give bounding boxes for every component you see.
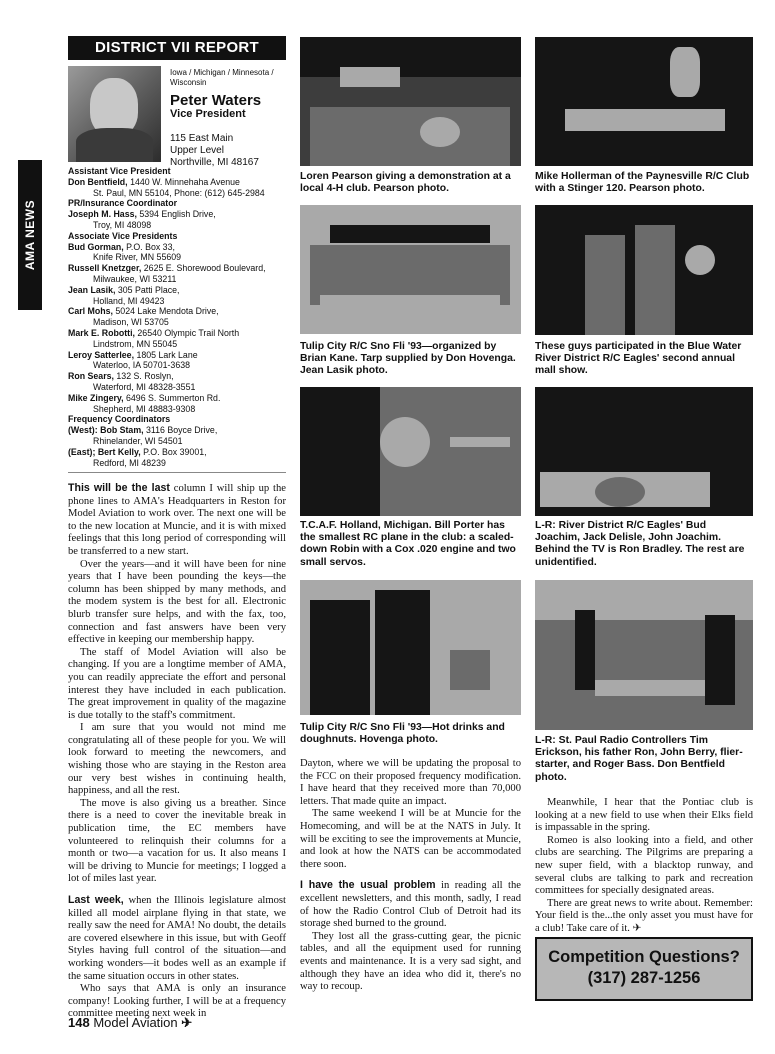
officer-entry [68,371,290,382]
officer-name: Jean Lasik, [68,284,116,295]
run-in-heading: This will be the last [68,482,170,494]
address-line: 115 East Main [170,133,234,144]
divider [68,472,286,473]
paragraph: column I will ship up the phone lines to AMA's Headquarters in Reston for Model Aviation to work over. The next one will be to the new location at Muncie, and it is with mixed feelings that this long period of corresponding will be transferred to a new start. [68,483,286,557]
column-1-text [68,482,286,1021]
officer-name: Joseph M. Hass, [68,209,137,220]
officer-address-line: Rhinelander, WI 54501 [93,435,183,446]
paragraph: The move is also giving us a breather. Since there is a need to cover the inevitable break in publication time, the EC members have volunteered to relinquish their columns for a month or two—a vacation for us. It also means I will be driving to Muncie for meetings; I logged a lot of miles last year. [68,797,286,885]
officer-entry [68,242,290,253]
vp-address [170,133,259,169]
officer-name: Bud Gorman, [68,241,124,252]
photo-sno-fli-group [300,205,521,334]
photo-caption: Mike Hollerman of the Paynesville R/C Club with a Stinger 120. Pearson photo. [535,171,750,195]
paragraph: Dayton, where we will be updating the proposal to the FCC on their proposed frequency modification. I have heard that they received more than 70,000 letters. That made quite an impact. [300,758,521,807]
officer-entry [68,285,290,296]
vp-portrait [68,66,161,162]
officer-address-line: Waterloo, IA 50701-3638 [93,360,190,371]
officer-address: 5394 English Drive, [136,209,216,220]
officer-address-line: Milwaukee, WI 53211 [93,273,177,284]
photo-eagles-booth [535,387,753,516]
competition-callout [535,937,753,1001]
paragraph: Over the years—and it will have been for nine years that I have been pounding the keys—the column has been shipped by many methods, and the modem system is the best for all. Electronic blurb transfer sure helps, and with the fax, too, connection and fast answers have been very effective in keeping our membership happy. [68,558,286,646]
page-footer [68,1015,192,1031]
address-line: Northville, MI 48167 [170,157,259,168]
officer-section-heading: Associate Vice Presidents [68,230,178,241]
officer-name: Don Bentfield, [68,176,128,187]
vp-name: Peter Waters [170,92,262,109]
officer-name: Mark E. Robotti, [68,327,135,338]
section-tab-label: AMA NEWS [23,199,37,271]
officer-name: Carl Mohs, [68,306,113,317]
officer-entry [68,447,290,458]
paragraph: Meanwhile, I hear that the Pontiac club is looking at a new field to use when their Elks field is impassable in the spring. [535,797,753,834]
officer-directory [68,166,290,468]
officer-entry [68,177,290,188]
photo-caption: Loren Pearson giving a demonstration at a local 4-H club. Pearson photo. [300,171,511,195]
officer-name: (West): Bob Stam, [68,425,144,436]
officer-address-line: Madison, WI 53705 [93,317,169,328]
section-tab [18,160,42,310]
paragraph: I am sure that you would not mind me congratulating all of these people for you. We will look forward to meeting the newcomers, and wishing those who are staying in the Reston area our very best wishes in continuing health, happiness, and all the rest. [68,722,286,797]
officer-address: 2625 E. Shorewood Boulevard, [141,263,266,274]
officer-entry [68,209,290,220]
page-number: 148 [68,1015,90,1030]
officer-address: 6496 S. Summerton Rd. [123,392,221,403]
paragraph: There are great news to write about. Remember: Your field is the...the only asset you must have for a club! Take care of it. ✈ [535,897,753,934]
photo-st-paul-field [535,580,753,730]
paragraph: Romeo is also looking into a field, and other clubs are searching. The Pilgrims are preparing a new super field, with a blacktop runway, and several clubs are talking to park and recreation committees for specially designated areas. [535,834,753,897]
officer-name: (East); Bert Kelly, [68,446,141,457]
photo-caption: L-R: River District R/C Eagles' Bud Joachim, Jack Delisle, John Joachim. Behind the TV is Ron Bradley. The rest are unidentified. [535,520,745,568]
officer-address-line: Redford, MI 48239 [93,457,166,468]
run-in-heading: Last week, [68,894,124,906]
officer-address-line: Holland, MI 49423 [93,295,165,306]
officer-address-line: Waterford, MI 48328-3551 [93,381,196,392]
officer-address: P.O. Box 33, [123,241,175,252]
column-2-text [300,758,521,994]
officer-address: 132 S. Roslyn, [113,371,174,382]
officer-name: Ron Sears, [68,371,114,382]
officer-address: 5024 Lake Mendota Drive, [112,306,219,317]
column-3-text [535,797,753,936]
officer-entry [68,425,290,436]
officer-address: 1805 Lark Lane [134,349,198,360]
photo-caption: T.C.A.F. Holland, Michigan. Bill Porter has the smallest RC plane in the club: a scaled-down Robin with a Cox .020 engine and two small servos. [300,520,516,568]
photo-hot-drinks [300,580,521,715]
paragraph: Who says that AMA is only an insurance company! Looking further, I will be at a frequency committee meeting next week in [68,983,286,1020]
paragraph: when the Illinois legislature almost killed all model airplane flying in that state, we really saw the need for AMA! No doubt, the details are covered elsewhere in this issue, but with Geoff Styles having full control of the situation—and working wonders—it bodes well as an example if the same situation occurs in other states. [68,895,286,982]
officer-section-heading: PR/Insurance Coordinator [68,198,177,209]
vp-title: Vice President [170,108,246,120]
photo-caption: Tulip City R/C Sno Fli '93—organized by Brian Kane. Tarp supplied by Don Hovenga. Jean Lasik photo. [300,341,516,377]
officer-address-line: St. Paul, MN 55104, Phone: (612) 645-2984 [93,187,265,198]
officer-name: Russell Knetzger, [68,263,142,274]
photo-demonstration [300,37,521,166]
paragraph: in reading all the excellent newsletters, and this month, sadly, I read of how the Radio Control Club of Detroit had its storage shed burned to the ground. [300,880,521,930]
officer-address-line: Shepherd, MI 48883-9308 [93,403,196,414]
competition-heading: Competition Questions? [548,948,740,966]
officer-name: Leroy Satterlee, [68,349,135,360]
paragraph: The staff of Model Aviation will also be changing. If you are a longtime member of AMA, you can readily appreciate the effort and personal interest they have included in each publication. The great improvement in quality of the magazine is due totally to the staff's commitment. [68,646,286,721]
officer-address-line: Troy, MI 48098 [93,219,152,230]
officer-address-line: Lindstrom, MN 55045 [93,338,178,349]
officer-address: 1440 W. Minnehaha Avenue [127,176,240,187]
photo-caption: Tulip City R/C Sno Fli '93—Hot drinks and doughnuts. Hovenga photo. [300,722,505,746]
photo-small-plane [300,387,521,516]
photo-caption: L-R: St. Paul Radio Controllers Tim Erickson, his father Ron, John Berry, flier-starter, and Roger Bass. Don Bentfield photo. [535,735,743,783]
photo-stinger [535,37,753,166]
paragraph: The same weekend I will be at Muncie for the Homecoming, and will be at the NATS in July. It will be exciting to see the improvements at Muncie, and look at how the NATS can be accommodated there soon. [300,808,521,870]
district-header: DISTRICT VII REPORT [68,36,286,60]
district-states: Iowa / Michigan / Minnesota / Wisconsin [170,68,274,87]
officer-entry [68,393,290,404]
officer-address: 3116 Boyce Drive, [143,425,218,436]
officer-entry [68,306,290,317]
magazine-name: Model Aviation [93,1015,178,1030]
paragraph: They lost all the grass-cutting gear, the picnic tables, and all the equipment used for running events and maintenance. It is a very sad sight, and although they have an idea who did it, there's no way to recoup. [300,930,521,993]
airplane-icon: ✈ [181,1015,193,1030]
address-line: Upper Level [170,145,224,156]
officer-entry [68,263,290,274]
officer-section-heading: Assistant Vice President [68,166,171,176]
officer-section-heading: Frequency Coordinators [68,414,171,425]
officer-name: Mike Zingery, [68,392,124,403]
officer-address: 26540 Olympic Trail North [134,327,240,338]
officer-entry [68,328,290,339]
competition-phone: (317) 287-1256 [587,969,701,987]
officer-entry [68,350,290,361]
officer-address-line: Knife River, MN 55609 [93,252,182,263]
officer-address: P.O. Box 39001, [140,446,207,457]
officer-address: 305 Patti Place, [115,284,180,295]
run-in-heading: I have the usual problem [300,879,436,892]
photo-mall-show [535,205,753,335]
photo-caption: These guys participated in the Blue Water River District R/C Eagles' second annual mall show. [535,341,742,377]
